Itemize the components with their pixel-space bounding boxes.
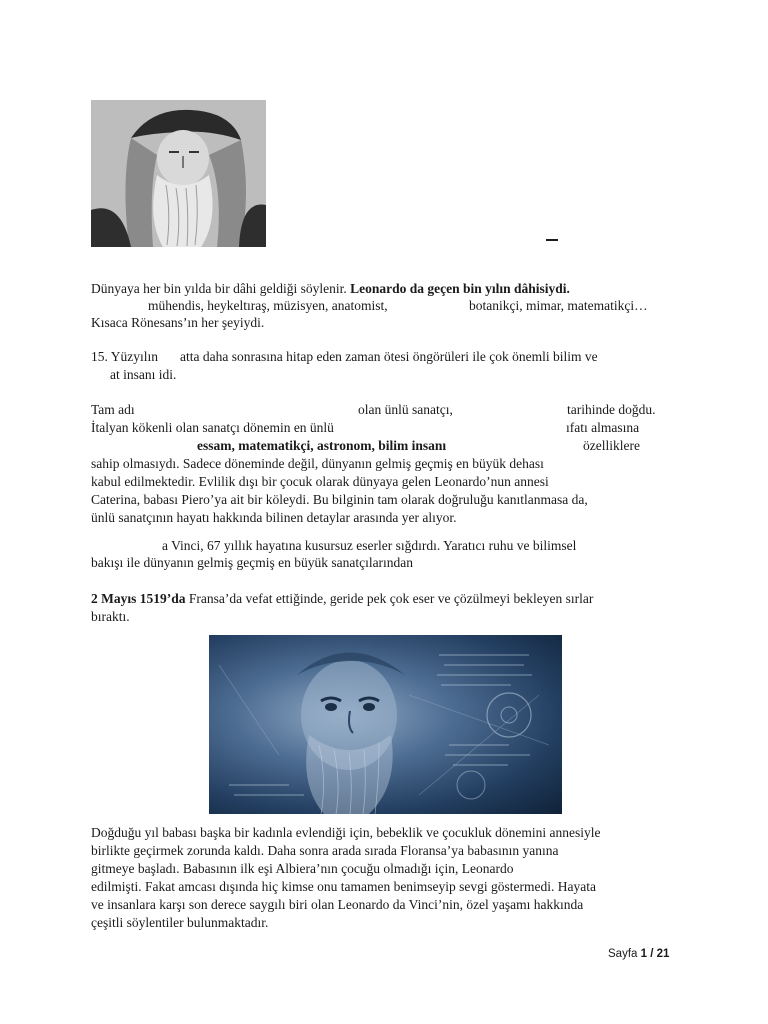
leonardo-portrait-image <box>91 100 266 247</box>
paragraph-2-line-2: at insanı idi. <box>110 367 177 382</box>
paragraph-1-line-2b: botanikçi, mimar, matematikçi… <box>469 298 648 313</box>
paragraph-3-line-2a: İtalyan kökenli olan sanatçı dönemin en ünlü <box>91 420 334 435</box>
paragraph-6-line-1: Doğduğu yıl babası başka bir kadınla evlendiği için, bebeklik ve çocukluk dönemini annesiyle <box>91 825 601 840</box>
paragraph-6-line-4: edilmişti. Fakat amcası dışında hiç kimse onu tamamen benimseyip sevgi göstermedi. Hayata <box>91 879 597 894</box>
paragraph-4-line-2: bakışı ile dünyanın gelmiş geçmiş en büyük sanatçılarından <box>91 555 414 570</box>
paragraph-5-line-2: bıraktı. <box>91 609 130 624</box>
leonardo-sketch-image <box>209 635 562 814</box>
paragraph-3-line-1b: olan ünlü sanatçı, <box>358 402 453 417</box>
paragraph-3-line-1c: tarihinde doğdu. <box>567 402 656 417</box>
paragraph-5-line-1: 2 Mayıs 1519’da Fransa’da vefat ettiğinde, geride pek çok eser ve çözülmeyi bekleyen sırlar <box>91 591 594 606</box>
paragraph-3-line-5: kabul edilmektedir. Evlilik dışı bir çocuk olarak dünyaya gelen Leonardo’nun annesi <box>91 474 549 489</box>
paragraph-6-line-5: ve insanlara karşı son derece saygılı biri olan Leonardo da Vinci’nin, özel yaşamı hakkında <box>91 897 584 912</box>
paragraph-1-line-3: Kısaca Rönesans’ın her şeyiydi. <box>91 315 265 330</box>
paragraph-2-line-1a: 15. Yüzyılın <box>91 349 158 364</box>
paragraph-3-line-4: sahip olmasıydı. Sadece döneminde değil, dünyanın gelmiş geçmiş en büyük dehası <box>91 456 544 471</box>
paragraph-2-line-1b: atta daha sonrasına hitap eden zaman ötesi öngörüleri ile çok önemli bilim ve <box>180 349 598 364</box>
paragraph-4-line-1: a Vinci, 67 yıllık hayatına kusursuz eserler sığdırdı. Yaratıcı ruhu ve bilimsel <box>162 538 577 553</box>
paragraph-6-line-2: birlikte geçirmek zorunda kaldı. Daha sonra arada sırada Floransa’ya babasının yanına <box>91 843 559 858</box>
page-number-footer: Sayfa 1 / 21 <box>608 948 670 960</box>
paragraph-3-line-2b: ıfatı almasına <box>566 420 640 435</box>
paragraph-3-line-3a: essam, matematikçi, astronom, bilim insanı <box>197 438 447 453</box>
paragraph-3-line-7: ünlü sanatçının hayatı hakkında bilinen detaylar arasında yer alıyor. <box>91 510 457 525</box>
paragraph-3-line-6: Caterina, babası Piero’ya ait bir köleydi. Bu bilginin tam olarak doğruluğu kanıtlanmasa da, <box>91 492 588 507</box>
paragraph-3-line-3b: özelliklere <box>583 438 640 453</box>
paragraph-1-line-2a: mühendis, heykeltıraş, müzisyen, anatomist, <box>148 298 388 313</box>
paragraph-3-line-1a: Tam adı <box>91 402 135 417</box>
paragraph-6-line-6: çeşitli söylentiler bulunmaktadır. <box>91 915 269 930</box>
paragraph-6-line-3: gitmeye başladı. Babasının ilk eşi Albiera’nın çocuğu olmadığı için, Leonardo <box>91 861 514 876</box>
paragraph-1-line-1: Dünyaya her bin yılda bir dâhi geldiği söylenir. Leonardo da geçen bin yılın dâhisiydi. <box>91 281 570 296</box>
underline-mark <box>546 239 558 241</box>
